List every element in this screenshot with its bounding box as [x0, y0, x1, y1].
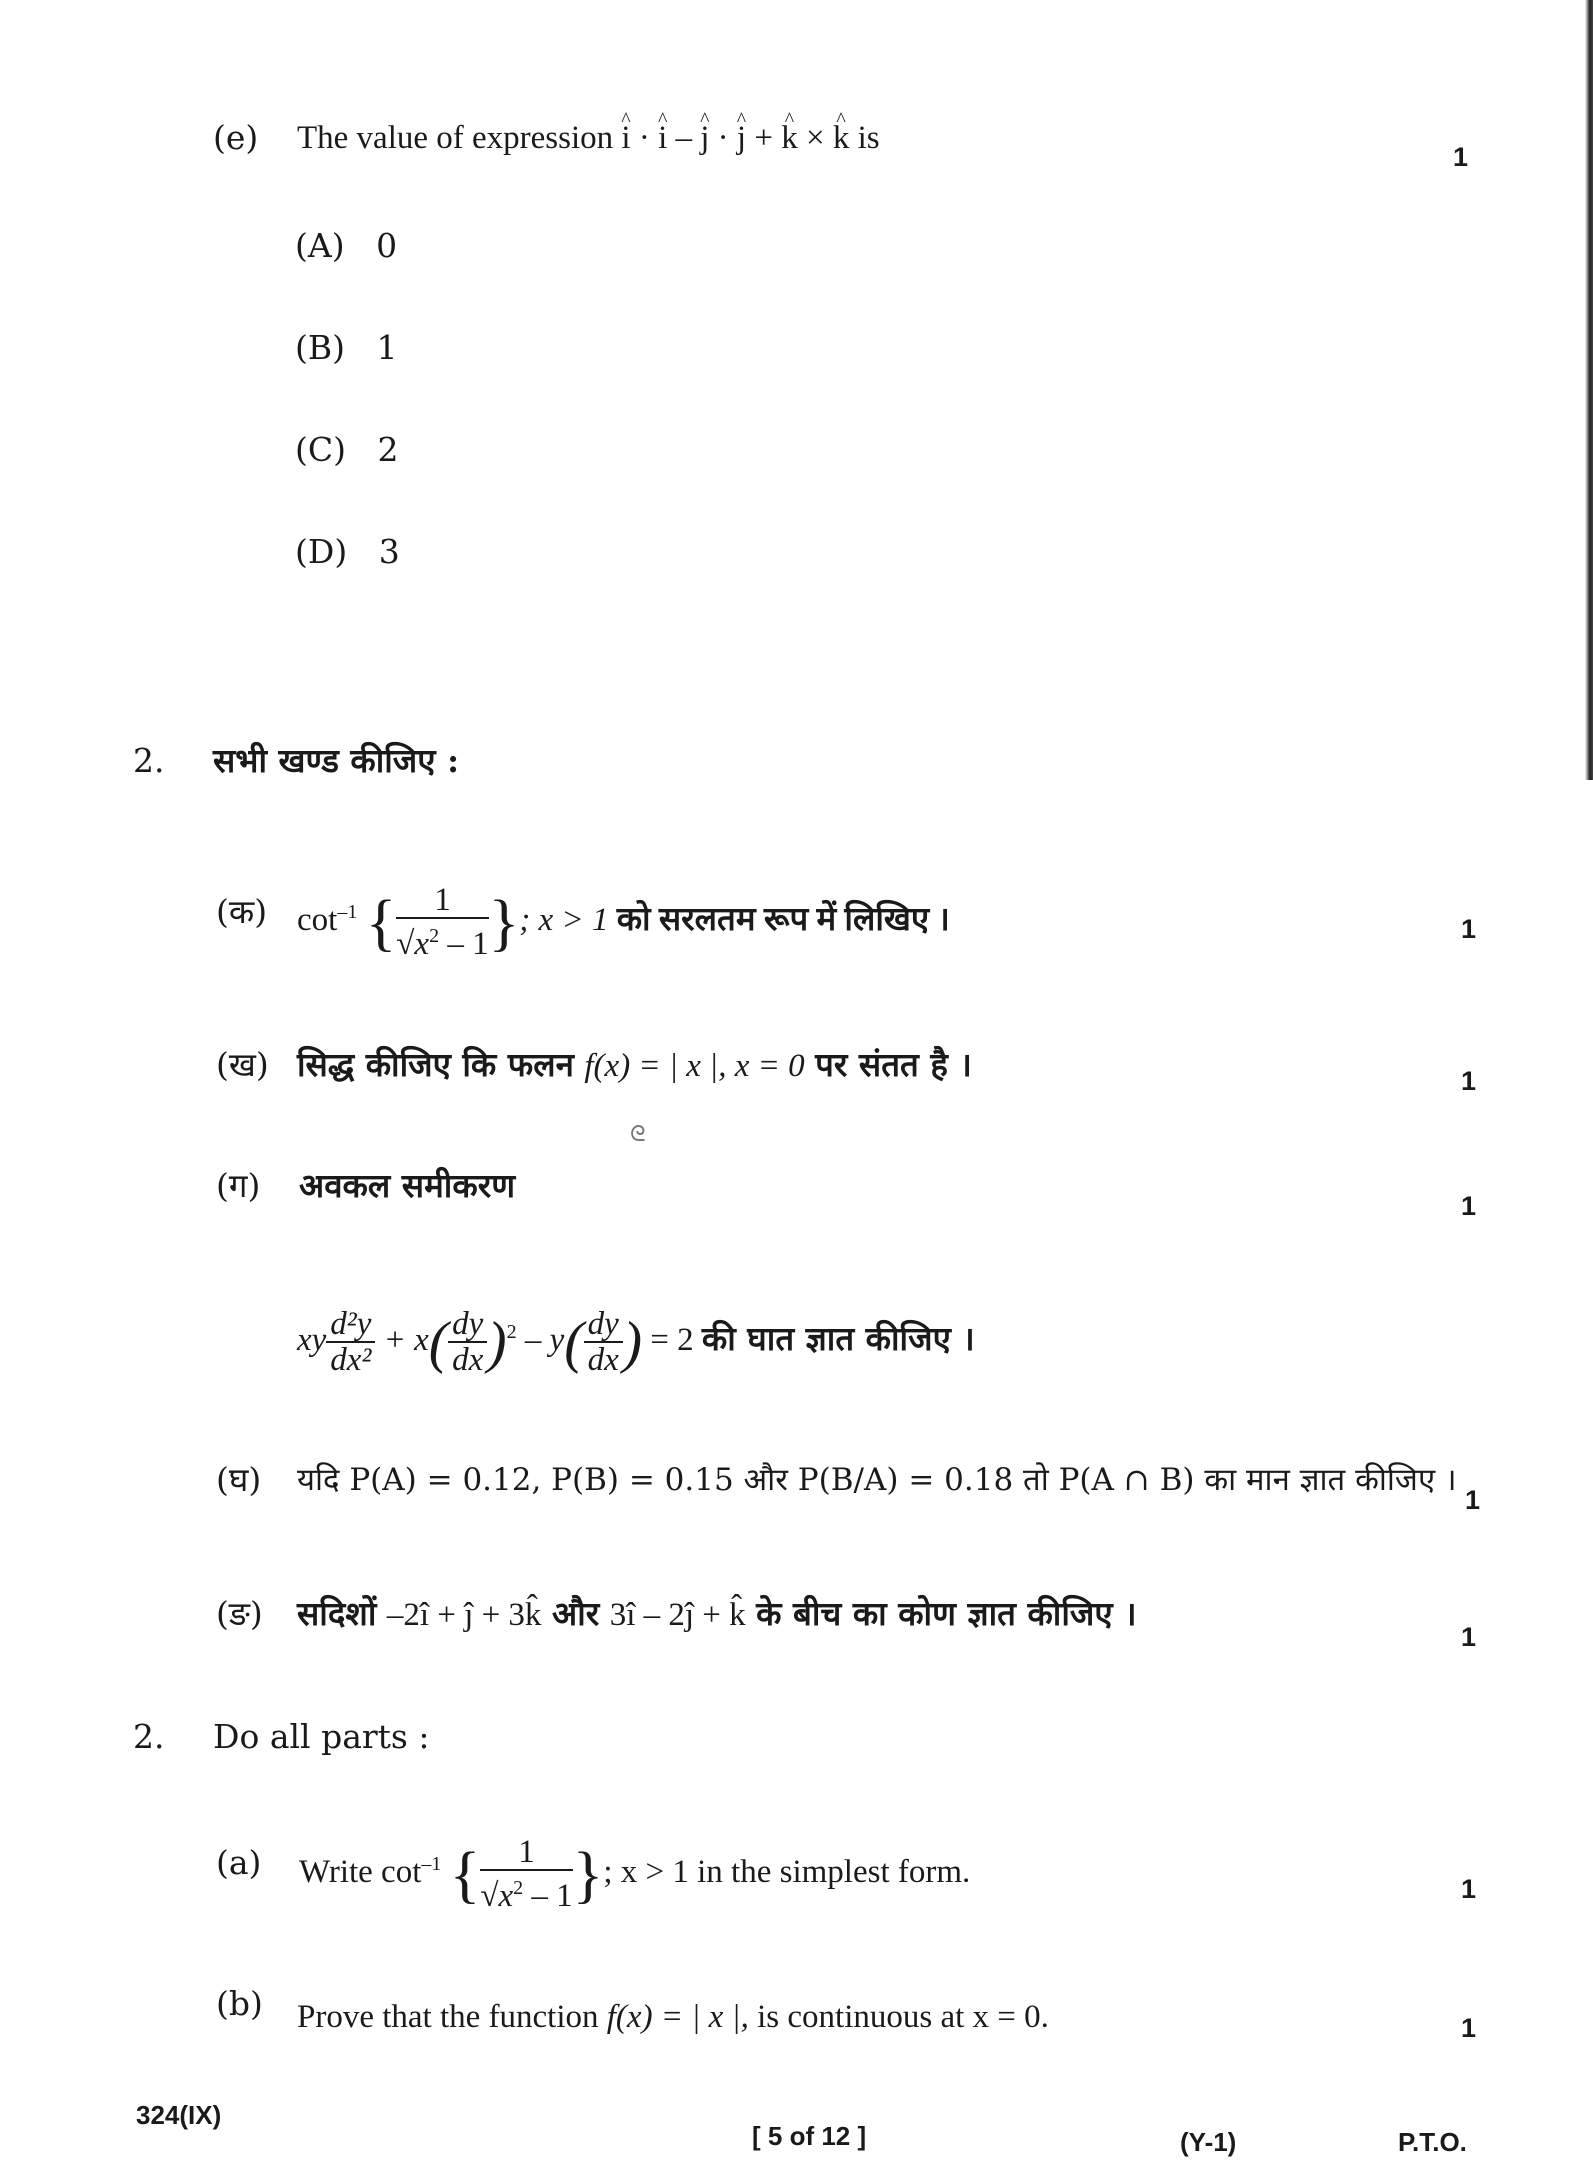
q2-a-post: ; x > 1 in the simplest form.: [603, 1854, 971, 1890]
footer-page-number: [ 5 of 12 ]: [752, 2121, 867, 2151]
q2-ga-label: (ग): [216, 1166, 261, 1205]
q2-ka-label: (क): [216, 892, 268, 931]
q2-nga-pre: सदिशों: [297, 1594, 377, 1633]
option-label: (B): [295, 328, 345, 367]
eq-dy-dx-1: [448, 1307, 487, 1377]
q2-a-sup: –1: [421, 1853, 442, 1875]
q1e-unit-j-2: ^ j: [737, 118, 746, 158]
q2-b-marks: 1: [1461, 2013, 1477, 2043]
q1e-option-c: [295, 430, 398, 470]
q2-english-number: 2.: [133, 1717, 165, 1756]
q2-ka-question: [297, 868, 950, 964]
option-value: 0: [376, 226, 398, 265]
q2-a-pre: Write cot: [299, 1854, 422, 1890]
option-label: (D): [295, 532, 348, 571]
q2-kha-post: पर संतत है ।: [815, 1045, 972, 1084]
q2-a-fraction: [480, 1835, 572, 1913]
q2-ka-sup: –1: [337, 901, 358, 923]
scan-speck: ᘓ: [630, 1122, 646, 1147]
q2-hindi-number: 2.: [133, 741, 165, 780]
q1e-minus: –: [675, 120, 692, 156]
q2-a-den-exp: 2: [513, 1877, 524, 1900]
q2-ka-numerator: 1: [396, 883, 488, 919]
option-value: 1: [376, 328, 398, 367]
q2-a-marks: 1: [1461, 1874, 1477, 1904]
q2-a-denominator: $√x^2 - 1$: [480, 1877, 573, 1915]
eq-square: 2: [506, 1321, 517, 1343]
eq-dx2: dx²: [330, 1342, 372, 1379]
q2-english-heading: Do all parts :: [213, 1717, 430, 1756]
q2-a-brace-close: }: [572, 1838, 604, 1910]
eq-paren-open-2: (: [564, 1309, 584, 1375]
footer-pto: P.T.O.: [1398, 2127, 1467, 2157]
q2-ga-equation: [297, 1292, 975, 1380]
q2-ga-marks: 1: [1461, 1191, 1477, 1221]
q2-ka-brace-close: }: [488, 886, 520, 958]
q2-a-den-tail: – 1: [523, 1878, 573, 1915]
eq-dy: dy: [448, 1307, 487, 1343]
q2-b-fx: f(x) = | x |,: [606, 1999, 749, 2035]
q2-b-label: (b): [216, 1984, 263, 2023]
q1e-label: (e): [213, 118, 259, 157]
eq-dx: dx: [452, 1342, 484, 1379]
q2-nga-v2: 3î – 2ĵ + k̂: [609, 1597, 746, 1633]
eq-plus-x: + x: [383, 1322, 429, 1358]
q2-ka-den-exp: 2: [429, 925, 440, 948]
footer-code: 324(IX): [136, 2100, 222, 2130]
q1e-plus: +: [754, 120, 773, 156]
q2-nga-marks: 1: [1461, 1622, 1477, 1652]
q2-nga-question: [297, 1594, 1137, 1635]
q1e-cross: ×: [805, 120, 825, 156]
q1e-option-a: [295, 226, 397, 266]
eq-paren-close: ): [487, 1309, 507, 1375]
eq-paren-open: (: [428, 1309, 449, 1375]
q2-ga-text: अवकल समीकरण: [299, 1166, 516, 1205]
q1e-unit-k-2: ^ k: [833, 118, 850, 158]
q2-kha-label: (ख): [216, 1045, 269, 1084]
q2-nga-post: के बीच का कोण ज्ञात कीजिए ।: [756, 1594, 1137, 1633]
eq-dy: dy: [584, 1307, 623, 1343]
q1e-unit-k-1: ^ k: [781, 118, 798, 158]
option-label: (C): [295, 430, 346, 469]
q2-ka-brace-open: {: [365, 886, 397, 958]
q2-kha-pre: सिद्ध कीजिए कि फलन: [297, 1045, 574, 1084]
q2-nga-mid: और: [551, 1594, 600, 1633]
q2-ka-fraction: [396, 883, 488, 961]
q2-kha-marks: 1: [1461, 1066, 1477, 1096]
eq-rhs: = 2: [650, 1322, 694, 1358]
q1e-suffix: is: [857, 120, 880, 156]
q1e-option-d: [295, 532, 400, 572]
option-value: 2: [377, 430, 399, 469]
q2-ka-den-tail: – 1: [439, 926, 489, 963]
q2-a-question: [299, 1820, 970, 1916]
q2-hindi-heading: सभी खण्ड कीजिए :: [213, 741, 460, 780]
eq-dx: dx: [587, 1342, 619, 1379]
q2-ka-text: को सरलतम रूप में लिखिए ।: [616, 902, 950, 938]
q2-kha-fx: f(x) = | x |, x = 0: [584, 1048, 805, 1084]
eq-paren-close-2: ): [622, 1309, 643, 1375]
option-value: 3: [378, 532, 400, 571]
q1e-option-b: [295, 328, 397, 368]
q2-ka-fn: cot: [297, 902, 338, 938]
eq-d2y-dx2: [326, 1307, 375, 1377]
q2-gha-marks: 1: [1465, 1485, 1481, 1515]
q2-a-label: (a): [216, 1843, 262, 1882]
q2-a-den-var: x: [498, 1878, 514, 1915]
scan-edge-shadow: [1585, 0, 1593, 780]
q2-nga-label: (ङ): [216, 1594, 263, 1633]
q1e-marks: 1: [1453, 142, 1469, 172]
q1e-dot-1: ·: [638, 120, 650, 156]
q2-ka-marks: 1: [1461, 914, 1477, 944]
eq-dy-dx-2: [584, 1307, 623, 1377]
eq-minus-y: – y: [524, 1322, 565, 1358]
eq-xy: xy: [297, 1322, 327, 1358]
q2-ka-cond: ; x > 1: [519, 902, 609, 938]
q2-ka-den-var: x: [414, 926, 430, 963]
q2-nga-v1: –2î + ĵ + 3k̂: [386, 1597, 542, 1633]
q1e-unit-j-1: ^ j: [700, 118, 709, 158]
footer-set: (Y-1): [1180, 2127, 1237, 2157]
q2-b-post: is continuous at x = 0.: [757, 1999, 1049, 2035]
q2-b-pre: Prove that the function: [297, 1999, 599, 2035]
q2-a-numerator: 1: [480, 1835, 572, 1871]
q1e-dot-2: ·: [717, 120, 729, 156]
q1e-unit-i-1: ^ i: [621, 118, 630, 158]
q1e-unit-i-2: ^ i: [658, 118, 667, 158]
q1e-question: [297, 118, 880, 158]
option-label: (A): [295, 226, 345, 265]
q2-gha-label: (घ): [216, 1460, 262, 1499]
q2-kha-question: [297, 1045, 972, 1086]
q2-ka-denominator: $√x^2 - 1$: [396, 925, 489, 963]
q2-gha-text: यदि P(A) = 0.12, P(B) = 0.15 और P(B/A) = 0.18 तो P(A ∩ B) का मान ज्ञात कीजिए ।: [297, 1462, 1457, 1498]
eq-text: की घात ज्ञात कीजिए ।: [701, 1319, 975, 1358]
q1e-text: The value of expression: [297, 120, 614, 156]
eq-d2y: d²y: [326, 1307, 375, 1343]
q2-b-question: [297, 1997, 1049, 2037]
q2-a-brace-open: {: [449, 1838, 481, 1910]
